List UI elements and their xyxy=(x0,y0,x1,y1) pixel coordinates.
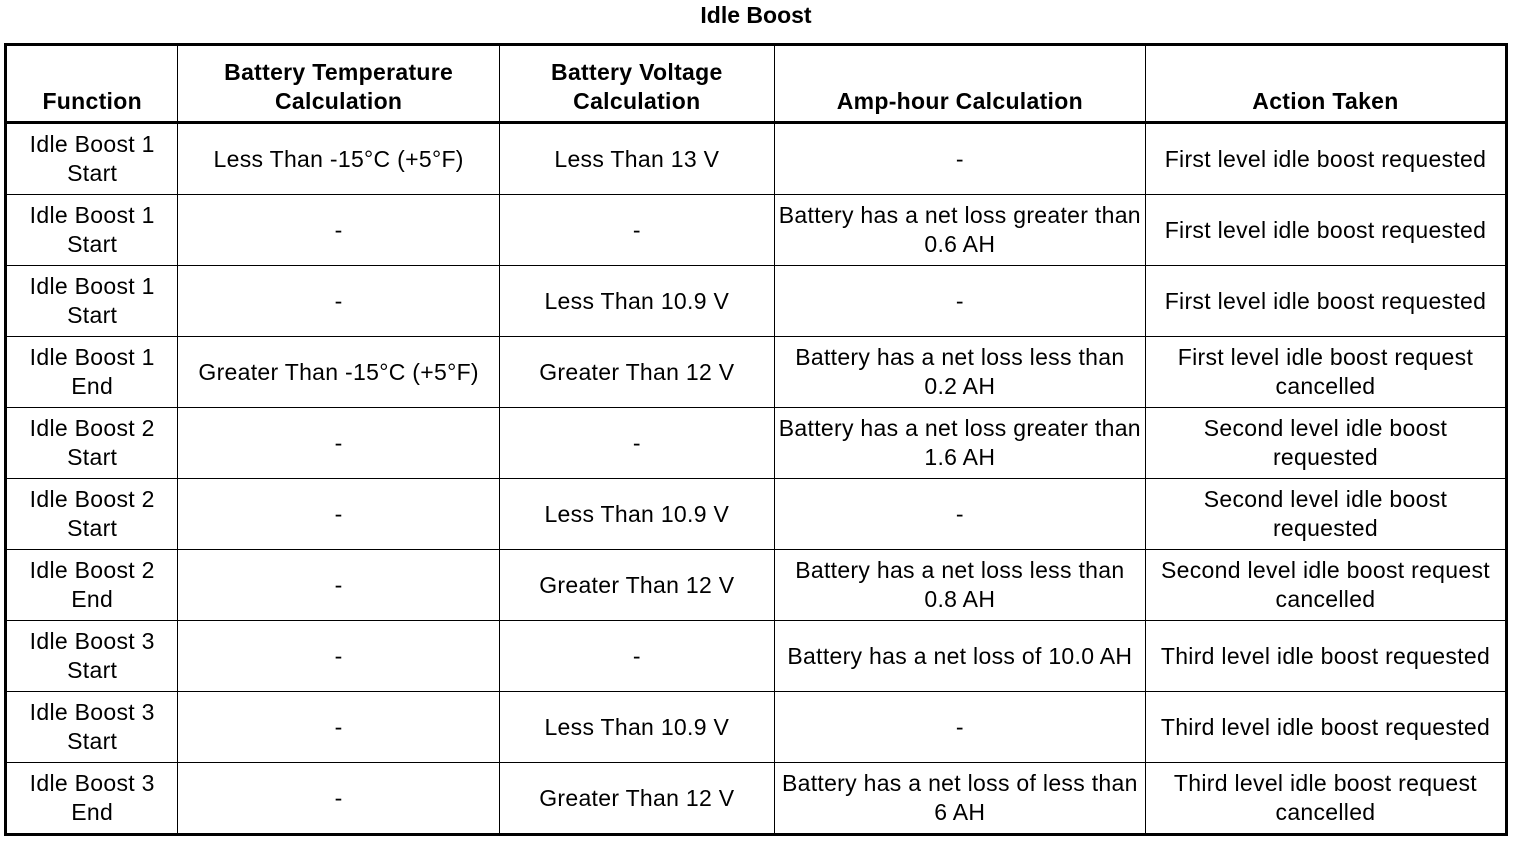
amp-hour-cell: Battery has a net loss of less than 6 AH xyxy=(774,763,1145,835)
battery-temperature-cell: Greater Than -15°C (+5°F) xyxy=(178,337,499,408)
amp-hour-cell: - xyxy=(774,123,1145,195)
battery-voltage-cell: Less Than 10.9 V xyxy=(499,479,774,550)
column-header-amp-hour: Amp-hour Calculation xyxy=(774,45,1145,123)
column-header-function: Function xyxy=(6,45,178,123)
function-cell: Idle Boost 3 Start xyxy=(6,621,178,692)
amp-hour-cell: - xyxy=(774,266,1145,337)
action-taken-cell: Third level idle boost requested xyxy=(1145,621,1506,692)
battery-voltage-cell: Greater Than 12 V xyxy=(499,763,774,835)
table-row xyxy=(6,123,1507,195)
battery-voltage-cell: Less Than 13 V xyxy=(499,123,774,195)
column-header-action-taken: Action Taken xyxy=(1145,45,1506,123)
battery-temperature-cell: - xyxy=(178,408,499,479)
action-taken-cell: First level idle boost request cancelled xyxy=(1145,337,1506,408)
amp-hour-cell: Battery has a net loss greater than 0.6 AH xyxy=(774,195,1145,266)
action-taken-cell: Second level idle boost request cancelled xyxy=(1145,550,1506,621)
table-row xyxy=(6,266,1507,337)
battery-voltage-cell: Greater Than 12 V xyxy=(499,337,774,408)
function-cell: Idle Boost 2 Start xyxy=(6,479,178,550)
function-cell: Idle Boost 2 End xyxy=(6,550,178,621)
function-cell: Idle Boost 1 Start xyxy=(6,195,178,266)
amp-hour-cell: - xyxy=(774,692,1145,763)
amp-hour-cell: Battery has a net loss of 10.0 AH xyxy=(774,621,1145,692)
battery-temperature-cell: - xyxy=(178,550,499,621)
battery-temperature-cell: - xyxy=(178,266,499,337)
function-cell: Idle Boost 3 Start xyxy=(6,692,178,763)
function-cell: Idle Boost 1 End xyxy=(6,337,178,408)
battery-temperature-cell: - xyxy=(178,195,499,266)
header-row xyxy=(6,45,1507,123)
function-cell: Idle Boost 1 Start xyxy=(6,266,178,337)
battery-voltage-cell: - xyxy=(499,195,774,266)
battery-temperature-cell: Less Than -15°C (+5°F) xyxy=(178,123,499,195)
table-row xyxy=(6,763,1507,835)
column-header-battery-temperature: Battery Temperature Calculation xyxy=(178,45,499,123)
action-taken-cell: First level idle boost requested xyxy=(1145,195,1506,266)
battery-voltage-cell: Less Than 10.9 V xyxy=(499,692,774,763)
battery-voltage-cell: - xyxy=(499,621,774,692)
table-row xyxy=(6,479,1507,550)
function-cell: Idle Boost 2 Start xyxy=(6,408,178,479)
table-title: Idle Boost xyxy=(700,2,812,28)
column-header-battery-voltage: Battery Voltage Calculation xyxy=(499,45,774,123)
battery-voltage-cell: - xyxy=(499,408,774,479)
amp-hour-cell: Battery has a net loss greater than 1.6 AH xyxy=(774,408,1145,479)
table-row xyxy=(6,195,1507,266)
action-taken-cell: Second level idle boost requested xyxy=(1145,408,1506,479)
action-taken-cell: First level idle boost requested xyxy=(1145,123,1506,195)
idle-boost-table xyxy=(4,43,1508,836)
table-row xyxy=(6,692,1507,763)
battery-temperature-cell: - xyxy=(178,763,499,835)
battery-temperature-cell: - xyxy=(178,479,499,550)
amp-hour-cell: Battery has a net loss less than 0.2 AH xyxy=(774,337,1145,408)
battery-voltage-cell: Greater Than 12 V xyxy=(499,550,774,621)
battery-temperature-cell: - xyxy=(178,692,499,763)
table-row xyxy=(6,408,1507,479)
table-row xyxy=(6,337,1507,408)
action-taken-cell: Second level idle boost requested xyxy=(1145,479,1506,550)
table-row xyxy=(6,550,1507,621)
battery-temperature-cell: - xyxy=(178,621,499,692)
function-cell: Idle Boost 3 End xyxy=(6,763,178,835)
table-row xyxy=(6,621,1507,692)
action-taken-cell: First level idle boost requested xyxy=(1145,266,1506,337)
action-taken-cell: Third level idle boost request cancelled xyxy=(1145,763,1506,835)
function-cell: Idle Boost 1 Start xyxy=(6,123,178,195)
amp-hour-cell: Battery has a net loss less than 0.8 AH xyxy=(774,550,1145,621)
action-taken-cell: Third level idle boost requested xyxy=(1145,692,1506,763)
battery-voltage-cell: Less Than 10.9 V xyxy=(499,266,774,337)
amp-hour-cell: - xyxy=(774,479,1145,550)
